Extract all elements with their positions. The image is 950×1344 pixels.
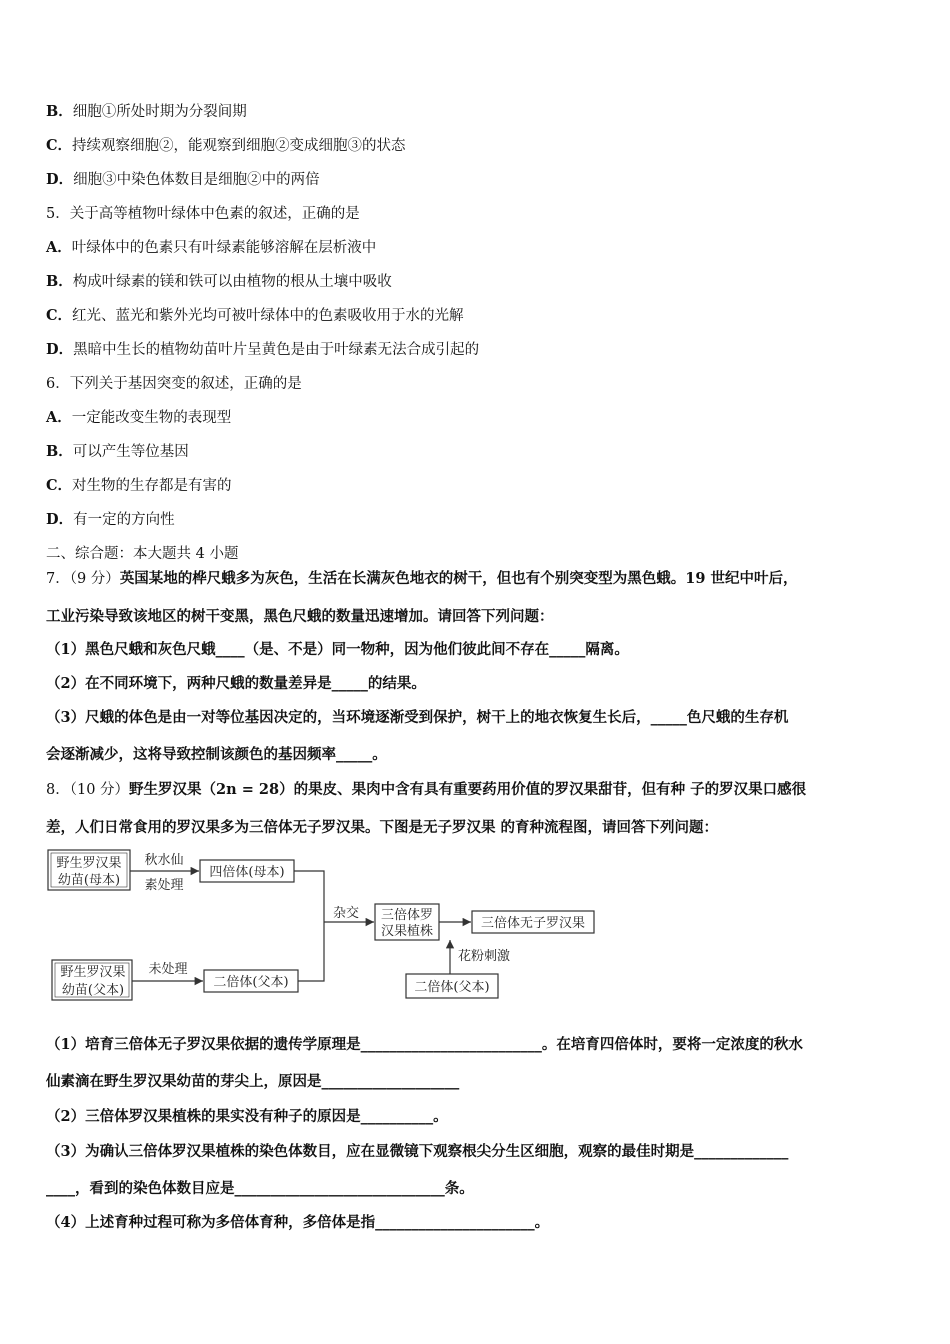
q6-option-c: C．对生物的生存都是有害的	[46, 477, 232, 494]
q8-sub-1b: 仙素滴在野生罗汉果幼苗的芽尖上，原因是___________________	[46, 1073, 460, 1090]
q8-line-2: 差，人们日常食用的罗汉果多为三倍体无子罗汉果。下图是无子罗汉果 的育种流程图，请回答下列问题：	[46, 819, 719, 836]
label-wild-mother-1: 野生罗汉果	[56, 856, 122, 871]
q8-sub-4: （4）上述育种过程可称为多倍体育种，多倍体是指______________________。	[46, 1214, 550, 1231]
label-colchicine-2: 素处理	[144, 878, 184, 893]
q5-option-d: D．黑暗中生长的植物幼苗叶片呈黄色是由于叶绿素无法合成引起的	[46, 341, 480, 358]
label-diploid-pollen: 二倍体(父本)	[414, 980, 490, 995]
label-diploid-father: 二倍体(父本)	[213, 975, 289, 990]
q7-sub-1: （1）黑色尺蛾和灰色尺蛾____（是、不是）同一物种，因为他们彼此间不存在_____隔离。	[46, 641, 629, 658]
q6-option-b: B．可以产生等位基因	[46, 443, 189, 460]
q6-option-a: A．一定能改变生物的表现型	[46, 409, 232, 426]
label-seedless: 三倍体无子罗汉果	[480, 916, 586, 931]
q7-line-2: 工业污染导致该地区的树干变黑，黑色尺蛾的数量迅速增加。请回答下列问题：	[46, 608, 554, 625]
q8-sub-3a: （3）为确认三倍体罗汉果植株的染色体数目，应在显微镜下观察根尖分生区细胞，观察的最佳时期是_____________	[46, 1143, 789, 1160]
label-wild-father-1: 野生罗汉果	[60, 965, 126, 980]
label-wild-mother-2: 幼苗(母本)	[57, 873, 121, 888]
q8-sub-1a: （1）培育三倍体无子罗汉果依据的遗传学原理是_________________________。在培育四倍体时，要将一定浓度的秋水	[46, 1036, 803, 1053]
connector-cross	[294, 871, 324, 981]
q4-option-d: D．细胞③中染色体数目是细胞②中的两倍	[46, 171, 320, 188]
q5-stem: 5．关于高等植物叶绿体中色素的叙述，正确的是	[46, 206, 360, 222]
q5-option-a: A．叶绿体中的色素只有叶绿素能够溶解在层析液中	[46, 239, 377, 256]
label-tetraploid: 四倍体(母本)	[209, 865, 285, 880]
section-heading: 二、综合题：本大题共 4 小题	[46, 546, 239, 562]
label-wild-father-2: 幼苗(父本)	[61, 983, 125, 998]
q8-sub-3b: ____，看到的染色体数目应是_____________________________条。	[46, 1180, 474, 1197]
q5-option-c: C．红光、蓝光和紫外光均可被叶绿体中的色素吸收用于水的光解	[46, 307, 464, 324]
breeding-flow-diagram	[0, 840, 950, 1010]
q4-option-c: C．持续观察细胞②，能观察到细胞②变成细胞③的状态	[46, 137, 406, 154]
q6-stem: 6．下列关于基因突变的叙述，正确的是	[46, 376, 302, 392]
label-triploid-1: 三倍体罗	[380, 908, 434, 923]
q5-option-b: B．构成叶绿素的镁和铁可以由植物的根从土壤中吸收	[46, 273, 392, 290]
label-pollen: 花粉刺激	[457, 949, 511, 964]
q6-option-d: D．有一定的方向性	[46, 511, 175, 528]
label-triploid-2: 汉果植株	[380, 924, 434, 939]
q7-sub-3a: （3）尺蛾的体色是由一对等位基因决定的，当环境逐渐受到保护，树干上的地衣恢复生长后，_____色尺蛾的生存机	[46, 709, 789, 726]
q4-option-b: B．细胞①所处时期为分裂间期	[46, 103, 247, 120]
q7-line-1: 7．（9 分）英国某地的桦尺蛾多为灰色，生活在长满灰色地衣的树干，但也有个别突变型为黑色蛾。19 世纪中叶后，	[46, 570, 798, 587]
q7-sub-3b: 会逐渐减少，这将导致控制该颜色的基因频率_____。	[46, 746, 387, 763]
label-colchicine-1: 秋水仙	[144, 853, 184, 868]
q8-sub-2: （2）三倍体罗汉果植株的果实没有种子的原因是__________。	[46, 1108, 448, 1125]
label-untreated: 未处理	[148, 962, 188, 977]
q8-line-1: 8．（10 分）野生罗汉果（2n = 28）的果皮、果肉中含有具有重要药用价值的罗汉果甜苷，但有种 子的罗汉果口感很	[46, 781, 807, 798]
label-cross: 杂交	[332, 906, 360, 921]
q7-sub-2: （2）在不同环境下，两种尺蛾的数量差异是_____的结果。	[46, 675, 426, 692]
